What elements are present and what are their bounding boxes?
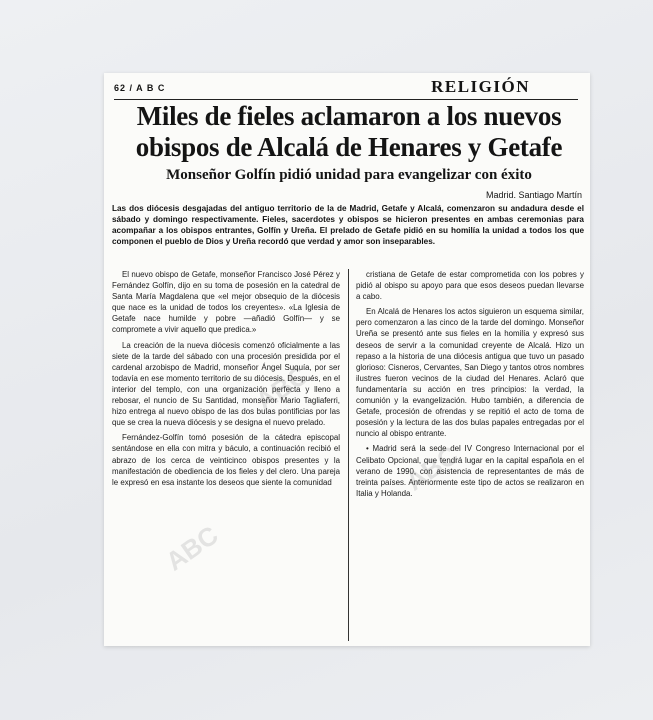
paragraph: La creación de la nueva diócesis comenzó oficialmente a las siete de la tarde del sábado con una procesión presidida por el cardenal arzobispo de Madrid, monseñor Ángel Suquía, por ser todavía en ese momento territorio de su diócesis. Después, en el interior del templo, con una organización perfecta y lleno a rebosar, el nuncio de Su Santidad, monseñor Mario Tagliaferri, hizo entrega al nuevo obispo de las dos bulas pontificias por las que se crea la nueva diócesis y se designa el nuevo prelado.	[112, 340, 340, 428]
page-label: 62 / A B C	[114, 83, 166, 93]
lead-paragraph: Las dos diócesis desgajadas del antiguo territorio de la de Madrid, Getafe y Alcalá, comenzaron su andadura desde el sábado y domingo respectivamente. Fieles, sacerdotes y obispos se hicieron presentes en ambas ceremonias para acompañar a los obispos entrantes, Golfín y Ureña. El prelado de Getafe pidió en su homilía la unidad a todos los que componen el pueblo de Dios y Ureña recordó que verdad y amor son inseparables.	[112, 204, 584, 246]
column-divider	[348, 269, 349, 641]
watermark: ABC	[160, 519, 224, 577]
paragraph: En Alcalá de Henares los actos siguieron un esquema similar, pero comenzaron a las cinco de la tarde del domingo. Monseñor Ureña se presentó ante sus fieles en la homilía y expresó sus deseos de servir a la comunidad creyente de Alcalá. Hizo un repaso a la historia de una diócesis antigua que tuvo un pasado glorioso: Cisneros, Cervantes, San Diego y tantos otros nombres ilustres fueron vecinos de la ciudad del Henares. Aclaró que fundamentaría su acción en tres principios: la verdad, la comunión y la evangelización. Hubo también, a diferencia de Getafe, procesión de ofrendas y se repitió el acto de toma de posesión y la lectura de las dos bulas papales entregadas por el nuncio al obispo entrante.	[356, 307, 584, 439]
watermark: ABC	[400, 439, 464, 497]
right-column	[356, 269, 584, 503]
headline	[110, 101, 588, 163]
article-body	[112, 269, 586, 645]
section-label: RELIGIÓN	[431, 77, 530, 96]
paragraph: Fernández-Golfín tomó posesión de la cátedra episcopal sentándose en ella con mitra y báculo, a continuación recibió el abrazo de los cerca de veinticinco obispos presentes y la manifestación de obediencia de los fieles y del clero. Una pareja le expresó en esa instante los deseos que siente la comunidad	[112, 433, 340, 487]
watermark: ABC	[250, 359, 314, 417]
headline-line-2: obispos de Alcalá de Henares y Getafe	[135, 132, 563, 162]
headline-line-1: Miles de fieles aclamaron a los nuevos	[136, 101, 562, 131]
subheadline: Monseñor Golfín pidió unidad para evangelizar con éxito	[166, 167, 532, 183]
header-rule	[114, 99, 578, 100]
newspaper-clipping	[104, 73, 590, 646]
paragraph: • Madrid será la sede del IV Congreso Internacional por el Celibato Opcional, que tendrá lugar en la capital española en el verano de 1990, con asistencia de representantes de más de treinta países. Anteriormente este tipo de actos se realizaron en Italia y Holanda.	[356, 444, 584, 498]
byline: Madrid. Santiago Martín	[485, 190, 582, 200]
paragraph: cristiana de Getafe de estar comprometida con los pobres y pidió al obispo su apoyo para que esos deseos puedan llevarse a cabo.	[356, 270, 584, 302]
paragraph: El nuevo obispo de Getafe, monseñor Francisco José Pérez y Fernández Golfín, dijo en su toma de posesión en la catedral de Santa María Magdalena que «el mejor obsequio de la diócesis que nace es la unidad de todos los creyentes». «La Iglesia de Getafe nace humilde y pobre —añadió Golfín— y se compromete a vivir aquello que predica.»	[112, 270, 340, 335]
